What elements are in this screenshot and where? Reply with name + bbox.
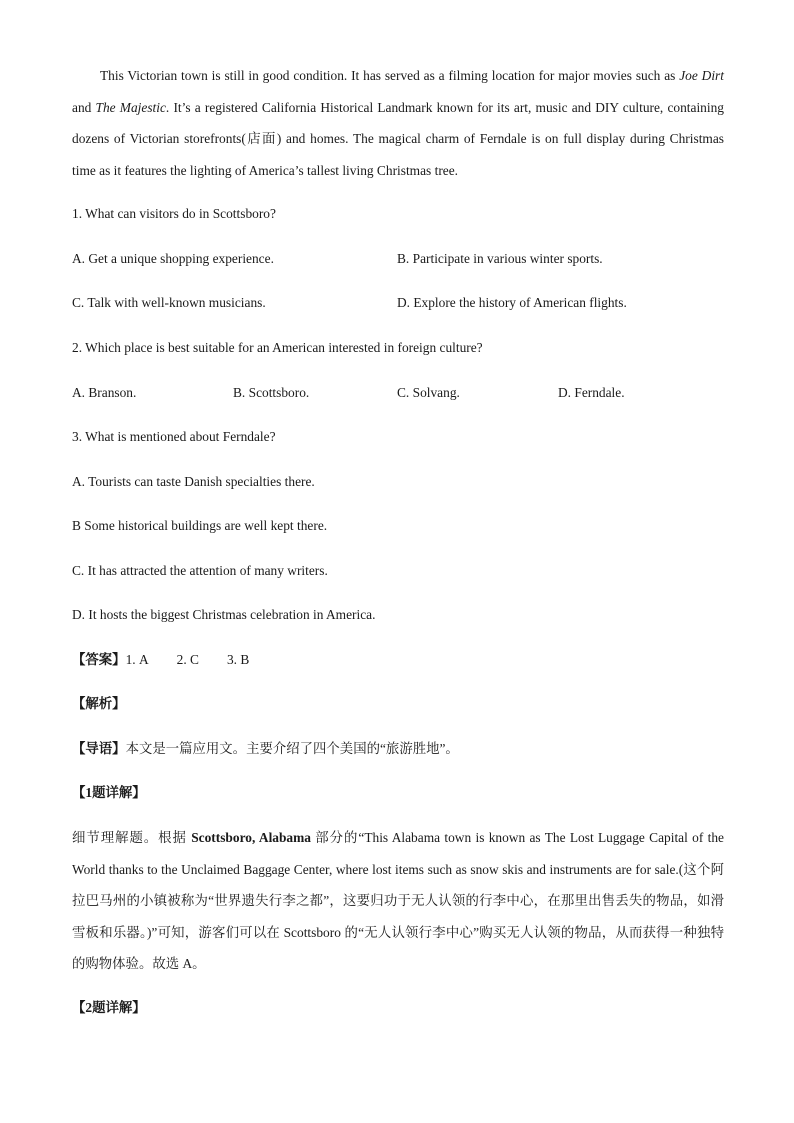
intro-label: 【导语】 (72, 741, 126, 756)
q2-detail-label: 【2题详解】 (72, 1000, 146, 1015)
passage-paragraph (72, 60, 724, 187)
answer-item-2: 2. C (176, 652, 199, 667)
passage-text: and (72, 99, 96, 115)
question-3-option-c: C. It has attracted the attention of many writers. (72, 563, 328, 578)
answer-line (72, 650, 724, 670)
q1-detail-text: 部分的“This Alabama town is known as The Lost Luggage Capital of the World thanks to the Unclaimed Baggage Center, where lost items such as snow skis and instruments are for sale.(这个阿拉巴马州的小镇被称为“世界遗失行李之都”，这要归功于无人认领的行李中心，在那里出售丢失的物品，如滑雪板和乐器。)”可知，游客们可以在 Scottsboro 的“无人认领行李中心”购买无人认领的物品，从而获得一种独特的购物体验。故选 A。 (72, 830, 724, 971)
question-3-option-d: D. It hosts the biggest Christmas celebration in America. (72, 607, 376, 622)
intro-line (72, 739, 724, 759)
q1-detail-paragraph (72, 822, 724, 980)
question-3-option-b: B Some historical buildings are well kept there. (72, 518, 328, 533)
question-1-option-b: B. Participate in various winter sports. (397, 251, 603, 266)
question-3-option-a: A. Tourists can taste Danish specialties there. (72, 474, 315, 489)
question-1-option-a: A. Get a unique shopping experience. (72, 251, 274, 266)
question-2-option-d: D. Ferndale. (558, 385, 625, 400)
q1-detail-location: Scottsboro, Alabama (191, 830, 311, 845)
question-2-stem: 2. Which place is best suitable for an American interested in foreign culture? (72, 340, 483, 355)
intro-text: 本文是一篇应用文。主要介绍了四个美国的“旅游胜地”。 (125, 741, 459, 756)
question-1-option-d: D. Explore the history of American flights. (397, 295, 627, 310)
analysis-label: 【解析】 (72, 696, 126, 711)
question-2-option-a: A. Branson. (72, 385, 137, 400)
q1-detail-text: 细节理解题。根据 (72, 830, 192, 845)
q1-detail-label: 【1题详解】 (72, 785, 146, 800)
movie-title-the-majestic: The Majestic (95, 99, 166, 115)
passage-text: . It’s a registered California Historical Landmark known for its art, music and DIY culture, containing dozens of Victorian storefronts(店面) and homes. The magical charm of Ferndale is on full display during Christmas time as it features the lighting of America’s tallest living Christmas tree. (72, 99, 724, 179)
answer-item-1: 1. A (125, 652, 149, 667)
question-1-stem: 1. What can visitors do in Scottsboro? (72, 206, 276, 221)
answer-label: 【答案】 (72, 652, 126, 667)
answer-item-3: 3. B (226, 652, 250, 667)
movie-title-joe-dirt: Joe Dirt (679, 68, 724, 83)
question-2-option-b: B. Scottsboro. (233, 385, 310, 400)
question-2-option-c: C. Solvang. (397, 385, 460, 400)
passage-text: This Victorian town is still in good condition. It has served as a filming location for major movies such as (100, 68, 680, 83)
question-1-option-c: C. Talk with well-known musicians. (72, 295, 266, 310)
question-3-stem: 3. What is mentioned about Ferndale? (72, 429, 276, 444)
